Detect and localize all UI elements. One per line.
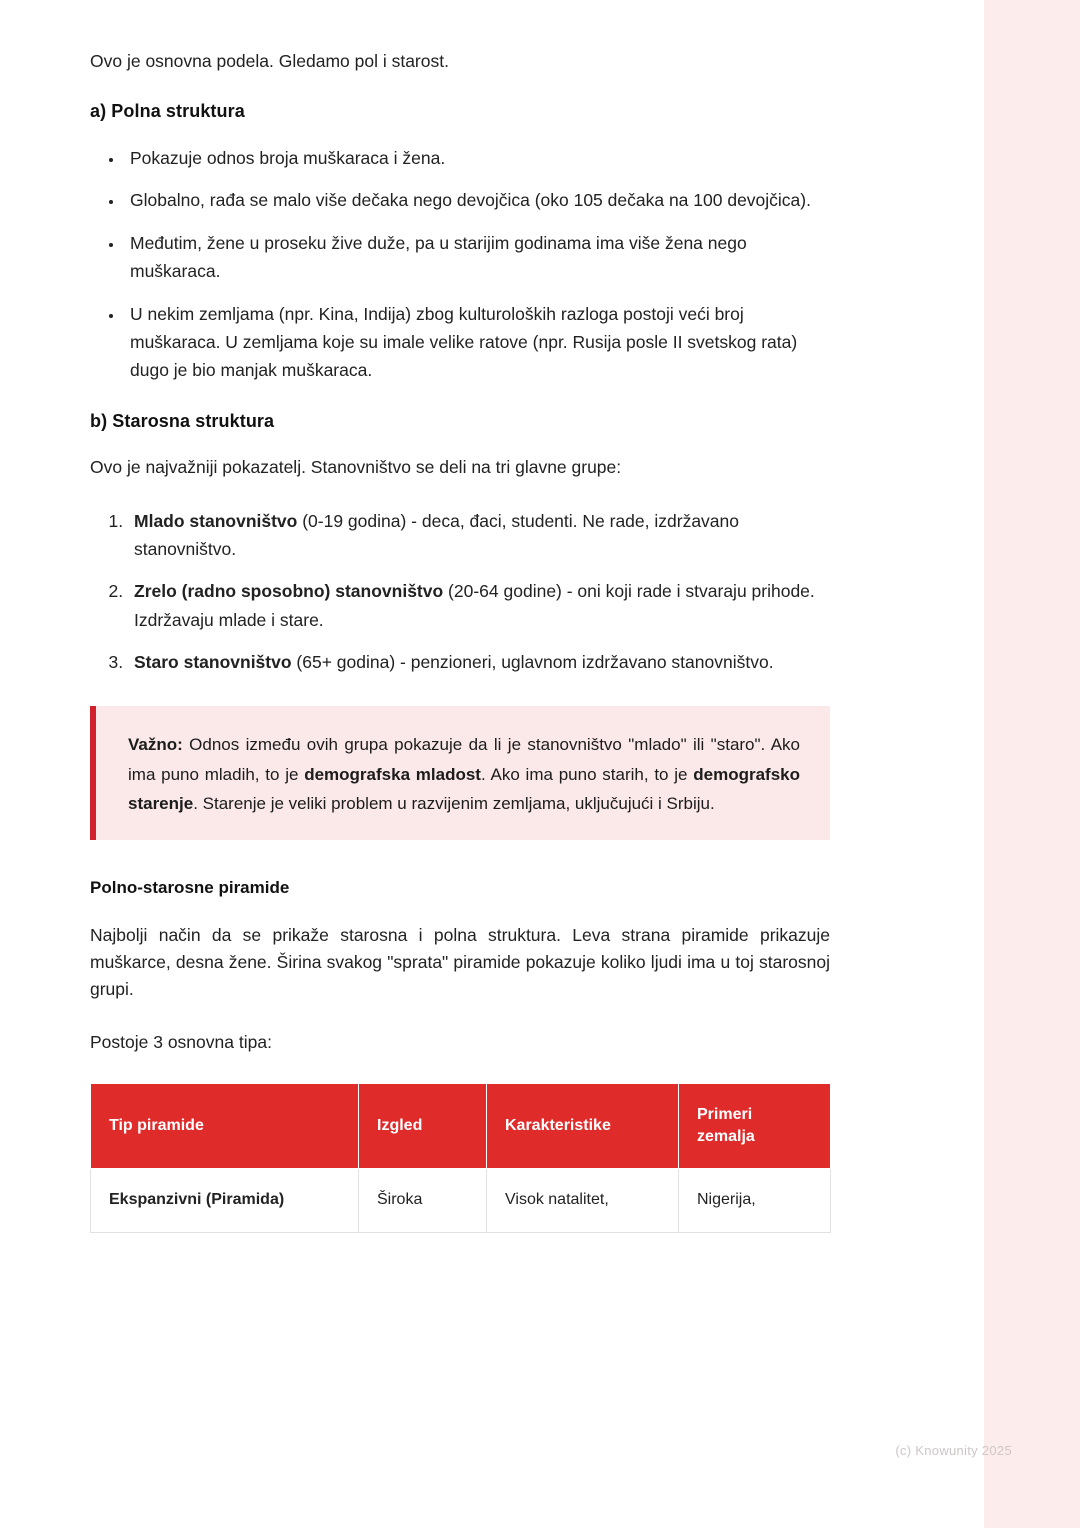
callout-bold-2: demografsko starenje	[128, 764, 800, 813]
pyramids-heading: Polno-starosne piramide	[90, 878, 290, 898]
table-row	[91, 1169, 831, 1232]
types-intro: Postoje 3 osnovna tipa:	[90, 1032, 272, 1053]
table-cell: Nigerija,	[679, 1169, 831, 1232]
watermark: (c) Knowunity 2025	[895, 1443, 1012, 1458]
callout-bold-1: demografska mladost	[304, 764, 481, 784]
callout-text	[128, 730, 800, 818]
callout-label: Važno:	[128, 735, 183, 755]
list-item-text: (20-64 godine) - oni koji rade i stvaraju prihode. Izdržavaju mlade i stare.	[134, 581, 815, 630]
section-a-heading: a) Polna struktura	[90, 101, 245, 122]
callout-part-2: . Ako ima puno starih, to je	[480, 764, 694, 784]
table-cell: Široka	[359, 1169, 487, 1232]
document-content	[90, 48, 830, 1233]
list-item-text: (0-19 godina) - deca, đaci, studenti. Ne rade, izdržavano stanovništvo.	[134, 510, 739, 559]
intro-paragraph: Ovo je osnovna podela. Gledamo pol i starost.	[90, 51, 449, 71]
table-header-cell: Tip piramide	[91, 1083, 359, 1169]
age-groups-list	[90, 507, 830, 677]
list-item-term: Staro stanovništvo	[134, 652, 292, 673]
section-a-bullet-list	[90, 144, 830, 384]
list-item	[128, 577, 830, 634]
table-header-cell: Primeri zemalja	[679, 1083, 831, 1169]
list-item: • Međutim, žene u proseku žive duže, pa u starijim godinama ima više žena nego muškaraca.	[124, 229, 830, 286]
list-item: • Globalno, rađa se malo više dečaka nego devojčica (oko 105 dečaka na 100 devojčica).	[124, 186, 830, 214]
list-item: • Pokazuje odnos broja muškaraca i žena.	[124, 144, 830, 172]
table-cell: Ekspanzivni (Piramida)	[91, 1169, 359, 1232]
pyramid-types-table	[90, 1083, 831, 1233]
list-item-term: Zrelo (radno sposobno) stanovništvo	[134, 581, 444, 602]
pyramids-paragraph: Najbolji način da se prikaže starosna i polna struktura. Leva strana piramide prikazuje muškarce, desna žene. Širina svakog "sprata" piramide pokazuje koliko ljudi ima u toj starosnoj grupi.	[90, 925, 830, 1000]
table-header-row	[91, 1083, 831, 1169]
table-header-cell: Izgled	[359, 1083, 487, 1169]
list-item: • U nekim zemljama (npr. Kina, Indija) zbog kulturoloških razloga postoji veći broj muškaraca. U zemljama koje su imale velike ratove (npr. Rusija posle II svetskog rata) dugo je bio manjak muškaraca.	[124, 300, 830, 385]
callout-part-1: Odnos između ovih grupa pokazuje da li je stanovništvo "mlado" ili "staro". Ako ima puno mladih, to je	[128, 735, 800, 784]
section-b-heading: b) Starosna struktura	[90, 410, 275, 431]
list-item-text: (65+ godina) - penzioneri, uglavnom izdržavano stanovništvo.	[291, 652, 774, 673]
callout-part-3: . Starenje je veliki problem u razvijenim zemljama, uključujući i Srbiju.	[193, 793, 715, 813]
section-b-intro: Ovo je najvažniji pokazatelj. Stanovništvo se deli na tri glavne grupe:	[90, 456, 622, 477]
important-callout	[90, 706, 830, 840]
page-side-band	[972, 0, 1080, 1528]
table-cell: Visok natalitet,	[487, 1169, 679, 1232]
list-item	[128, 507, 830, 564]
list-item	[128, 648, 830, 676]
list-item-term: Mlado stanovništvo	[134, 510, 298, 531]
table-header-cell: Karakteristike	[487, 1083, 679, 1169]
page-side-band-gap	[972, 0, 984, 1528]
